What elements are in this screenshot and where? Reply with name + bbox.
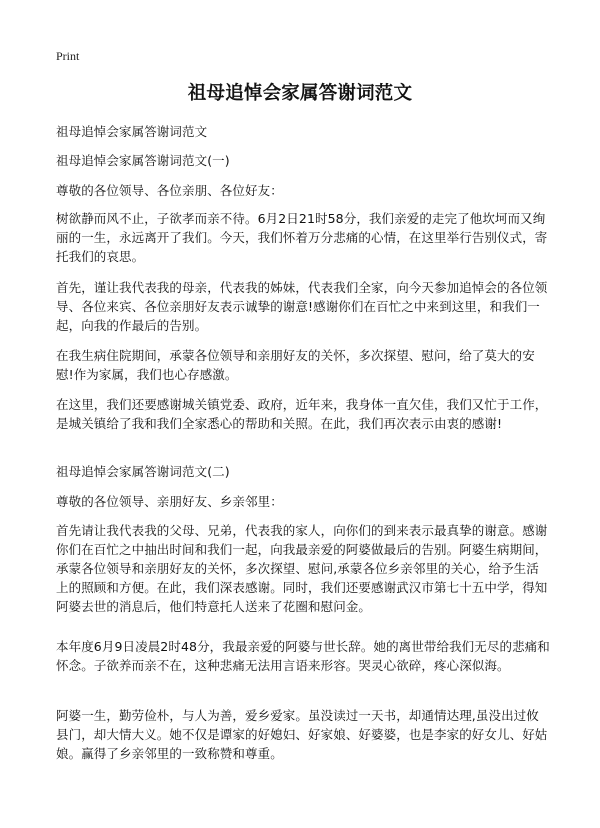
subtitle: 祖母追悼会家属答谢词范文 bbox=[56, 124, 208, 139]
section1-paragraph-4: 在这里，我们还要感谢城关镇党委、政府，近年来，我身体一直欠佳，我们又忙于工作，是城关镇给了我和我们全家悉心的帮助和关照。在此，我们再次表示由衷的感谢! bbox=[56, 397, 548, 431]
page-title: 祖母追悼会家属答谢词范文 bbox=[187, 83, 413, 104]
section1-paragraph-2: 首先，谨让我代表我的母亲，代表我的姊妹，代表我们全家，向今天参加追悼会的各位领导、各位来宾、各位亲朋好友表示诚挚的谢意!感谢你们在百忙之中来到这里，和我们一起，向我的作最后的告别。 bbox=[56, 280, 548, 333]
section2-paragraph-2: 本年度6月9日凌晨2时48分，我最亲爱的阿婆与世长辞。她的离世带给我们无尽的悲痛和怀念。子欲养而亲不在，这种悲痛无法用言语来形容。哭灵心欲碎，疼心深似海。 bbox=[56, 639, 550, 673]
section1-greeting: 尊敬的各位领导、各位亲朋、各位好友： bbox=[56, 183, 283, 198]
section1-paragraph-1: 树欲静而风不止，子欲孝而亲不待。6月2日21时58分，我们亲爱的走完了他坎坷而又绚丽的一生，永远离开了我们。今天，我们怀着万分悲痛的心情，在这里举行告别仪式，寄托我们的哀思。 bbox=[56, 211, 548, 264]
section2-paragraph-3: 阿婆一生，勤劳俭朴，与人为善，爱乡爱家。虽没读过一天书，却通情达理,虽没出过攸县门，却大情大义。她不仅是谭家的好媳妇、好家娘、好婆婆，也是李家的好女儿、好姑娘。赢得了乡亲邻里的一致称赞和尊重。 bbox=[56, 708, 548, 761]
section2-paragraph-1: 首先请让我代表我的父母、兄弟，代表我的家人，向你们的到来表示最真挚的谢意。感谢你们在百忙之中抽出时间和我们一起，向我最亲爱的阿婆做最后的告别。阿婆生病期间，承蒙各位领导和亲朋好友的关怀，多次探望、慰问,承蒙各位乡亲邻里的关心，给予生活上的照顾和方便。在此，我们深表感谢。同时，我们还要感谢武汉市第七十五中学，得知阿婆去世的消息后，他们特意托人送来了花圈和慰问金。 bbox=[56, 523, 548, 614]
section1-heading: 祖母追悼会家属答谢词范文(一) bbox=[56, 153, 230, 168]
section2-greeting: 尊敬的各位领导、亲朋好友、乡亲邻里： bbox=[56, 494, 283, 509]
print-link[interactable]: Print bbox=[56, 49, 80, 63]
section1-paragraph-3: 在我生病住院期间，承蒙各位领导和亲朋好友的关怀，多次探望、慰问，给了莫大的安慰!作为家属，我们也心存感激。 bbox=[56, 348, 535, 382]
section2-heading: 祖母追悼会家属答谢词范文(二) bbox=[56, 464, 230, 479]
